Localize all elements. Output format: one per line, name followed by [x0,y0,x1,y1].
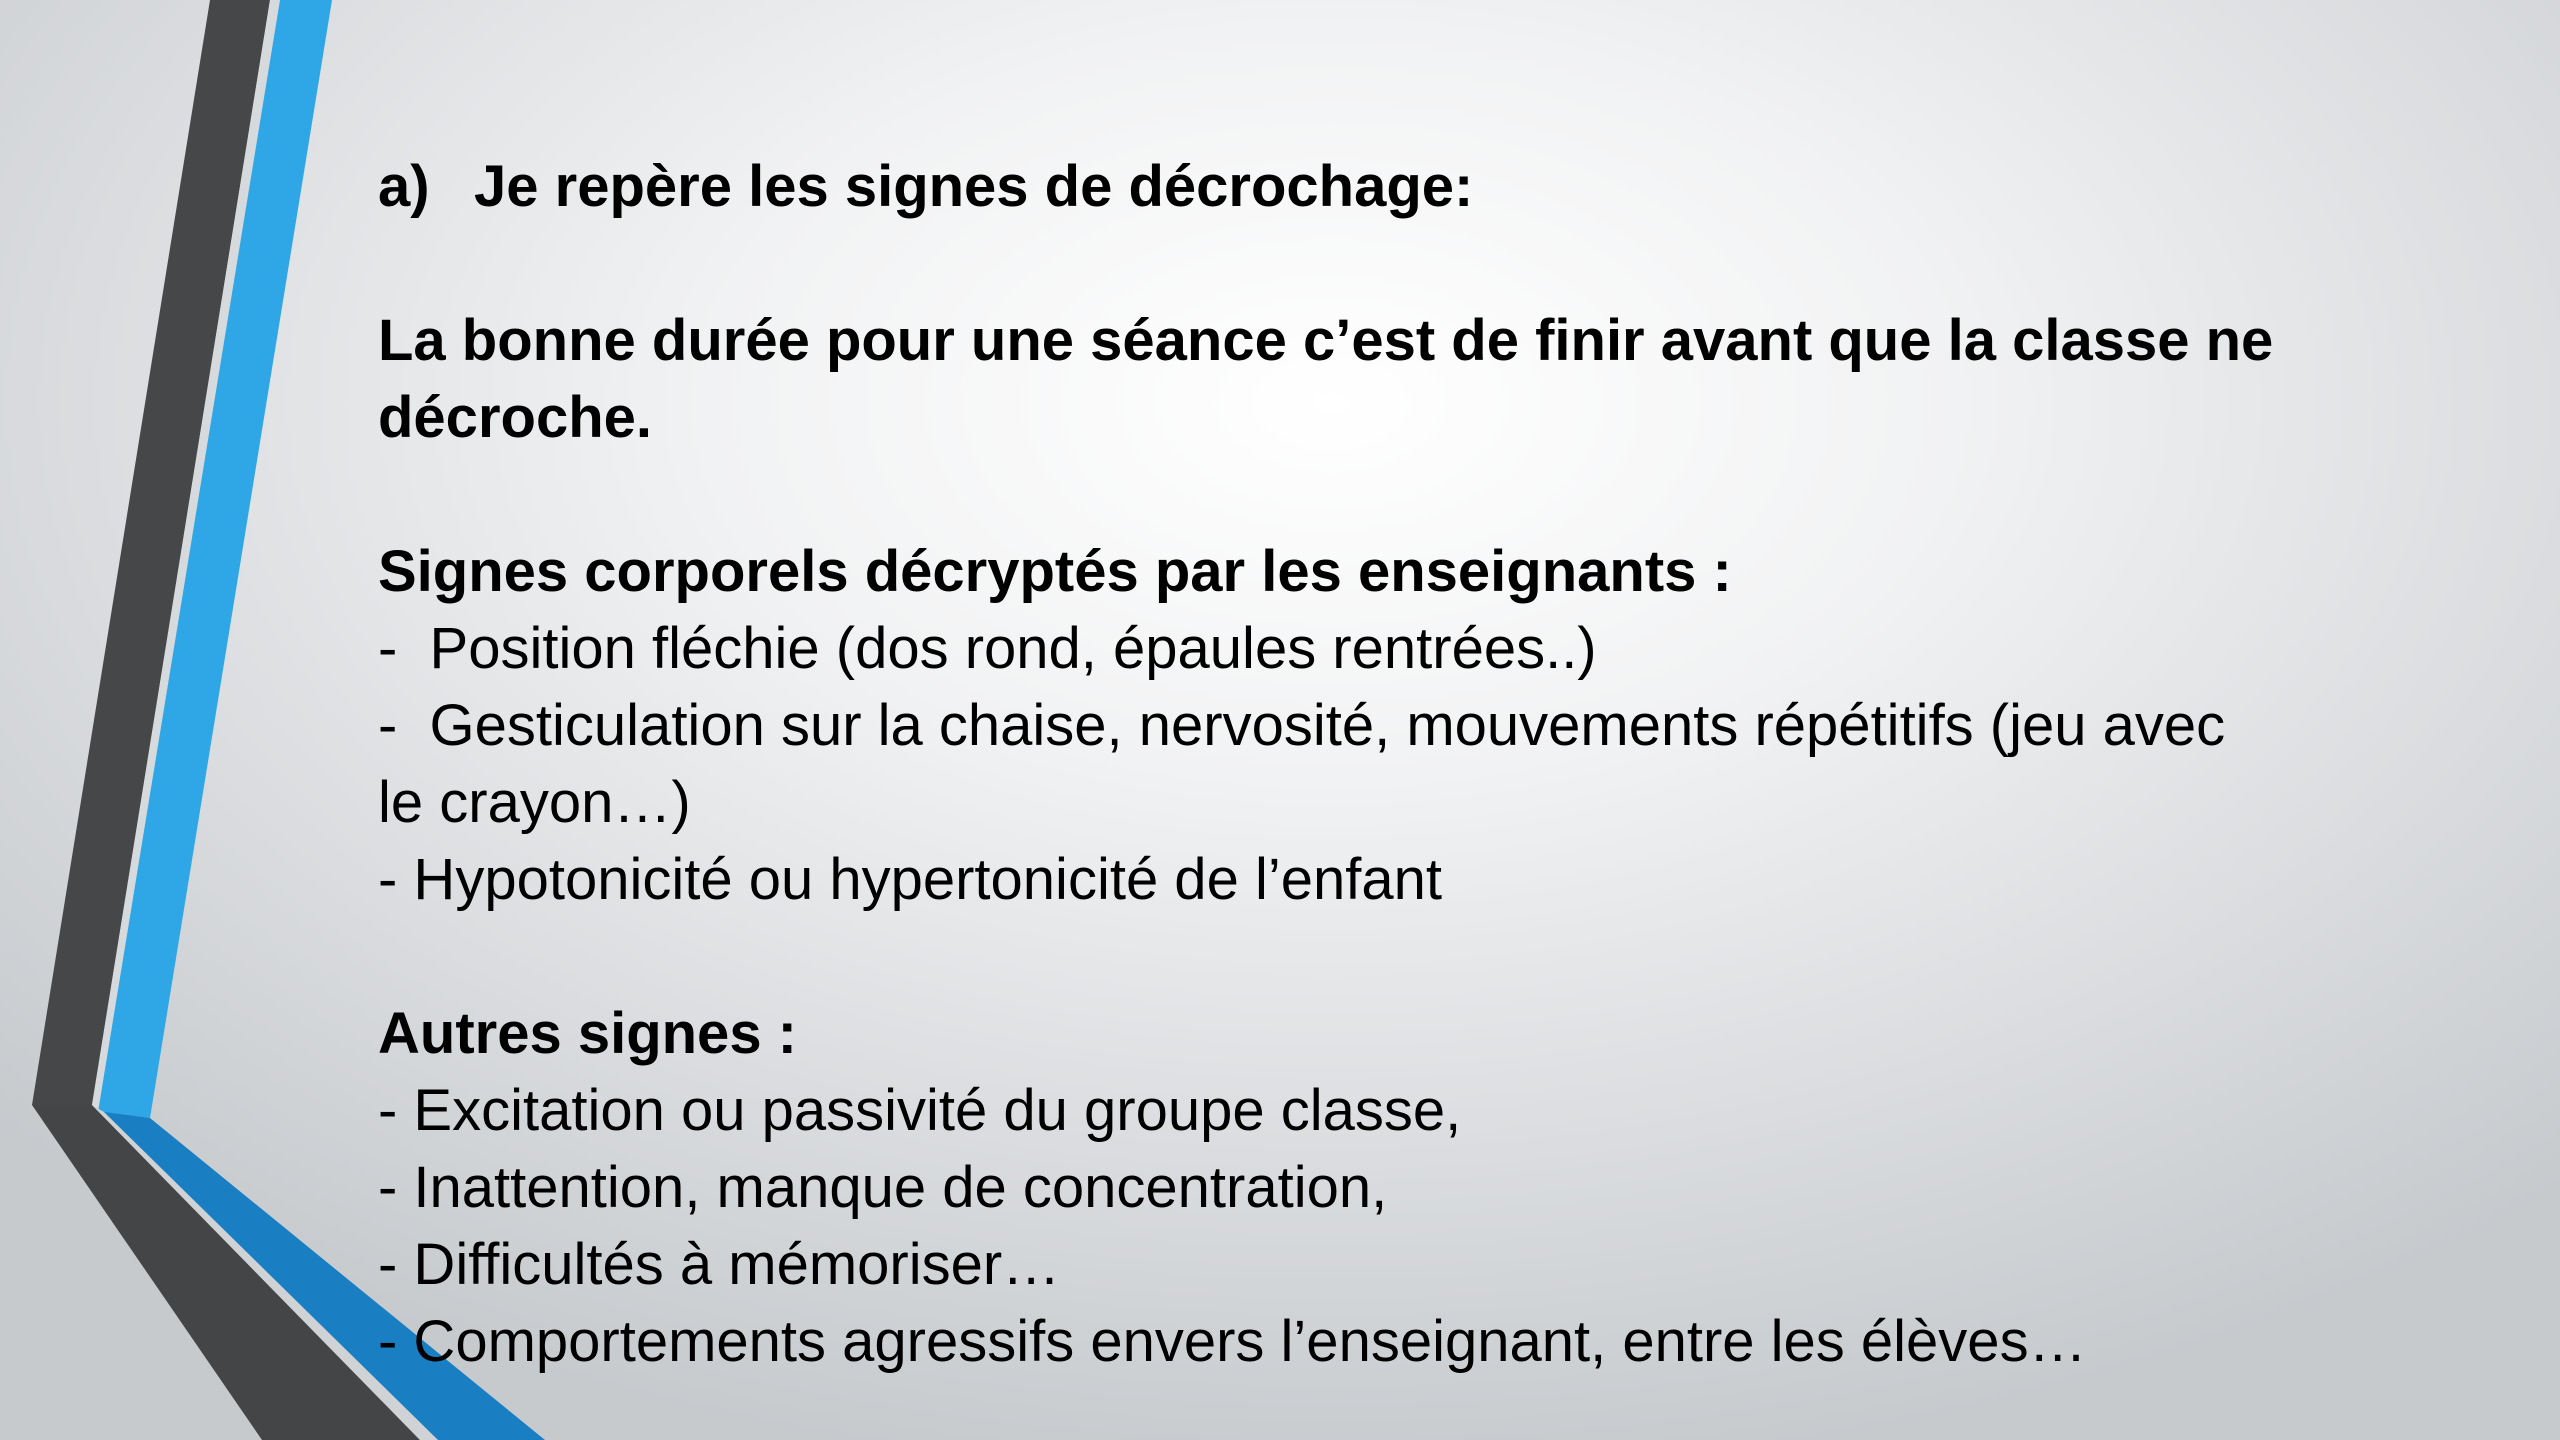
slide-heading [378,148,2498,225]
slide-body [378,148,2498,1380]
list-item: - Excitation ou passivité du groupe classe, [378,1078,1462,1143]
list-item-continuation: le crayon…) [378,770,691,835]
intro-paragraph: La bonne durée pour une séance c’est de finir avant que la classe ne décroche. [378,308,2274,450]
section-title-autres: Autres signes : [378,1001,797,1066]
spacer [378,225,2498,302]
list-item: - Difficultés à mémoriser… [378,1232,1061,1297]
list-item: - Position fléchie (dos rond, épaules rentrées..) [378,616,1597,681]
list-item: - Comportements agressifs envers l’enseignant, entre les élèves… [378,1309,2087,1374]
list-item: - Gesticulation sur la chaise, nervosité, mouvements répétitifs (jeu avec [378,693,2226,758]
heading-text: Je repère les signes de décrochage: [474,154,1474,219]
list-item: - Inattention, manque de concentration, [378,1155,1388,1220]
spacer [378,918,2498,995]
spacer [378,456,2498,533]
heading-marker: a) [378,154,430,219]
list-item: - Hypotonicité ou hypertonicité de l’enfant [378,847,1442,912]
decor-diagonal-grey [32,1105,420,1440]
section-title-corporels: Signes corporels décryptés par les enseignants : [378,539,1732,604]
